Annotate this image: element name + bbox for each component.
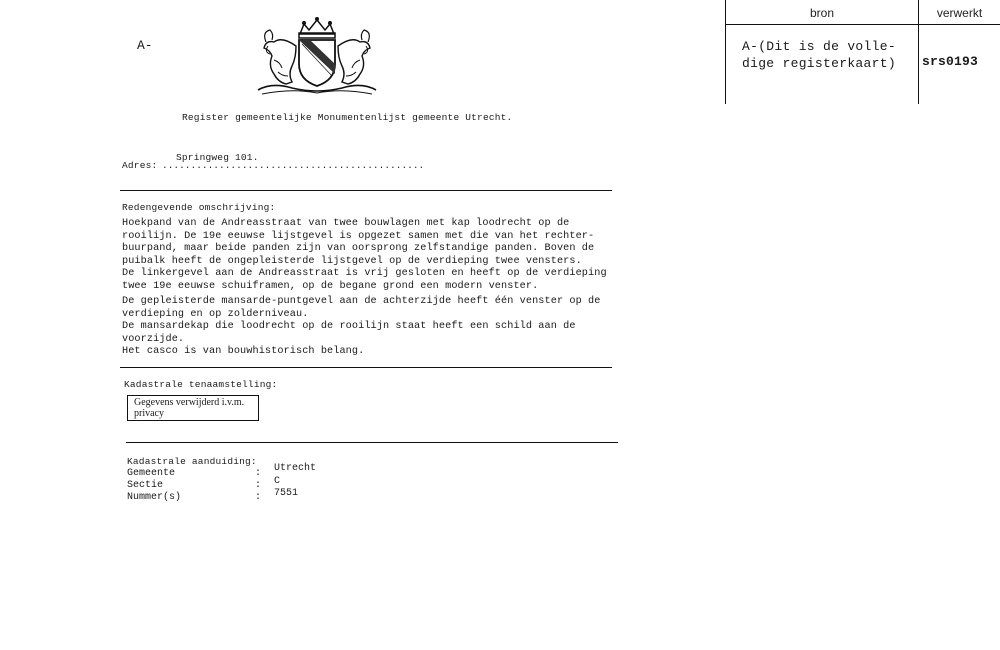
row-label: Sectie [127,480,164,491]
description-paragraph-1: Hoekpand van de Andreasstraat van twee bouwlagen met kap loodrecht op de rooilijn. De 19e eeuwse lijstgevel is opgezet samen met die van het rechter- buurpand, maar beide panden zijn van oorsprong zelfstandige panden. Boven de puibalk heeft de ongepleisterde lijstgevel op de verdieping twee vensters. De linkergevel aan de Andreasstraat is vrij gesloten en heeft op de verdieping twee 19e eeuwse schuiframen, op de begane grond een modern venster. [122,218,607,292]
register-title: Register gemeentelijke Monumentenlijst gemeente Utrecht. [182,112,513,123]
table-processed-value: srs0193 [922,54,979,69]
cadastral-owner-heading: Kadastrale tenaamstelling: [124,379,278,390]
row-value: C [274,476,281,487]
table-header-processed: verwerkt [936,6,983,20]
cadastral-designation-heading: Kadastrale aanduiding: [127,456,257,467]
divider [120,367,612,368]
row-separator: : [255,480,262,491]
description-paragraph-2: De gepleisterde mansarde-puntgevel aan de achterzijde heeft één venster op de verdieping en op zolderniveau. De mansardekap die loodrecht op de rooilijn staat heeft een schild aan de voorzijde. Het casco is van bouwhistorisch belang. [122,296,601,357]
description-heading: Redengevende omschrijving: [122,202,276,213]
address-value: Springweg 101. [176,152,259,163]
cadastral-row-section [127,480,163,491]
row-separator: : [255,492,262,503]
table-header-source: bron [809,6,835,20]
row-value: 7551 [274,488,299,499]
row-separator: : [255,468,262,479]
privacy-notice-box: Gegevens verwijderd i.v.m. privacy [127,395,259,421]
row-label: Gemeente [127,468,176,479]
row-value: Utrecht [274,463,317,474]
table-source-value: A-(Dit is de volle- dige registerkaart) [742,39,896,71]
address-dots: .............................................. [162,160,425,171]
divider [126,442,618,443]
coat-of-arms-icon [252,16,382,96]
cadastral-row-municipality [127,468,175,479]
table-border [725,24,1000,25]
divider [120,190,612,191]
corner-code: A- [137,38,153,53]
row-label: Nummer(s) [127,492,182,503]
cadastral-row-numbers [127,492,181,503]
address-label: Adres: [122,160,158,171]
